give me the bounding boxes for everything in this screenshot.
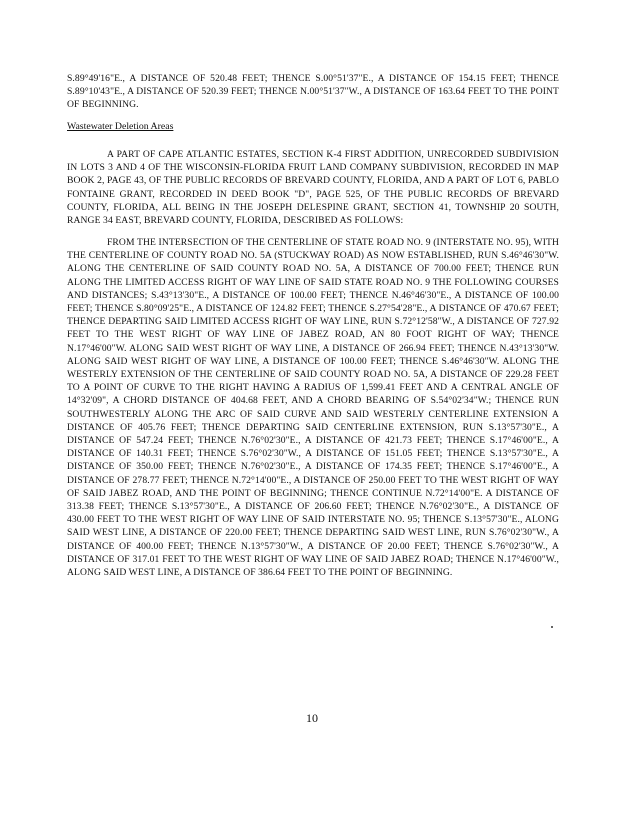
scan-speck <box>551 626 553 628</box>
page-number: 10 <box>306 711 318 725</box>
section-heading: Wastewater Deletion Areas <box>67 121 174 132</box>
description-paragraph: A PART OF CAPE ATLANTIC ESTATES, SECTION K-4 FIRST ADDITION, UNRECORDED SUBDIVISION IN LOTS 3 AND 4 OF THE WISCONSIN-FLORIDA FRUIT LAND COMPANY SUBDIVISION, RECORDED IN MAP BOOK 2, PAGE 43, OF THE PUBLIC RECORDS OF BREVARD COUNTY, FLORIDA, AND A PART OF LOT 6, PABLO FONTAINE GRANT, RECORDED IN DEED BOOK "D", PAGE 525, OF THE PUBLIC RECORDS OF BREVARD COUNTY, FLORIDA, ALL BEING IN THE JOSEPH DELESPINE GRANT, SECTION 41, TOWNSHIP 20 SOUTH, RANGE 34 EAST, BREVARD COUNTY, FLORIDA, DESCRIBED AS FOLLOWS: <box>67 149 559 227</box>
legal-description-paragraph: FROM THE INTERSECTION OF THE CENTERLINE OF STATE ROAD NO. 9 (INTERSTATE NO. 95), WITH THE CENTERLINE OF COUNTY ROAD NO. 5A (STUCKWAY ROAD) AS NOW ESTABLISHED, RUN S.46°46'30"W. ALONG THE CENTERLINE OF SAID COUNTY ROAD NO. 5A, A DISTANCE OF 700.00 FEET; THENCE RUN ALONG THE LIMITED ACCESS RIGHT OF WAY LINE OF SAID STATE ROAD NO. 9 THE FOLLOWING COURSES AND DISTANCES; S.43°13'30"E., A DISTANCE OF 100.00 FEET; THENCE N.46°46'30"E., A DISTANCE OF 100.00 FEET; THENCE S.80°09'25"E., A DISTANCE OF 124.82 FEET; THENCE S.27°54'28"E., A DISTANCE OF 470.67 FEET; THENCE DEPARTING SAID LIMITED ACCESS RIGHT OF WAY LINE, RUN S.72°12'58"W., A DISTANCE OF 727.92 FEET TO THE WEST RIGHT OF WAY LINE OF JABEZ ROAD, AN 80 FOOT RIGHT OF WAY; THENCE N.17°46'00"W. ALONG SAID WEST RIGHT OF WAY LINE, A DISTANCE OF 266.94 FEET; THENCE N.43°13'30"W. ALONG SAID WEST RIGHT OF WAY LINE, A DISTANCE OF 100.00 FEET; THENCE S.46°46'30"W. ALONG THE WESTERLY EXTENSION OF THE CENTERLINE OF SAID COUNTY ROAD NO. 5A, A DISTANCE OF 229.28 FEET TO A POINT OF CURVE TO THE RIGHT HAVING A RADIUS OF 1,599.41 FEET AND A CENTRAL ANGLE OF 14°32'09", A CHORD DISTANCE OF 404.68 FEET, AND A CHORD BEARING OF S.54°02'34"W.; THENCE RUN SOUTHWESTERLY ALONG THE ARC OF SAID CURVE AND SAID WESTERLY CENTERLINE EXTENSION A DISTANCE OF 405.76 FEET; THENCE DEPARTING SAID CENTERLINE EXTENSION, RUN S.13°57'30"E., A DISTANCE OF 547.24 FEET; THENCE N.76°02'30"E., A DISTANCE OF 421.73 FEET; THENCE S.17°46'00"E., A DISTANCE OF 140.31 FEET; THENCE S.76°02'30"W., A DISTANCE OF 151.05 FEET; THENCE S.13°57'30"E., A DISTANCE OF 350.00 FEET; THENCE N.76°02'30"E., A DISTANCE OF 174.35 FEET; THENCE S.17°46'00"E., A DISTANCE OF 278.77 FEET; THENCE N.72°14'00"E., A DISTANCE OF 250.00 FEET TO THE WEST RIGHT OF WAY OF SAID JABEZ ROAD, AND THE POINT OF BEGINNING; THENCE CONTINUE N.72°14'00"E. A DISTANCE OF 313.38 FEET; THENCE S.13°57'30"E., A DISTANCE OF 206.60 FEET; THENCE N.76°02'30"E., A DISTANCE OF 430.00 FEET TO THE WEST RIGHT OF WAY LINE OF SAID INTERSTATE NO. 95; THENCE S.13°57'30"E., ALONG SAID WEST LINE, A DISTANCE OF 220.00 FEET; THENCE DEPARTING SAID WEST LINE, RUN S.76°02'30"W., A DISTANCE OF 400.00 FEET; THENCE N.13°57'30"W., A DISTANCE OF 20.00 FEET; THENCE S.76°02'30"W., A DISTANCE OF 317.01 FEET TO THE WEST RIGHT OF WAY LINE OF SAID JABEZ ROAD; THENCE N.17°46'00"W., ALONG SAID WEST LINE, A DISTANCE OF 386.64 FEET TO THE POINT OF BEGINNING. <box>67 237 559 579</box>
intro-paragraph: S.89°49'16"E., A DISTANCE OF 520.48 FEET; THENCE S.00°51'37"E., A DISTANCE OF 154.15 FEET; THENCE S.89°10'43"E., A DISTANCE OF 520.39 FEET; THENCE N.00°51'37"W., A DISTANCE OF 163.64 FEET TO THE POINT OF BEGINNING. <box>67 73 559 111</box>
